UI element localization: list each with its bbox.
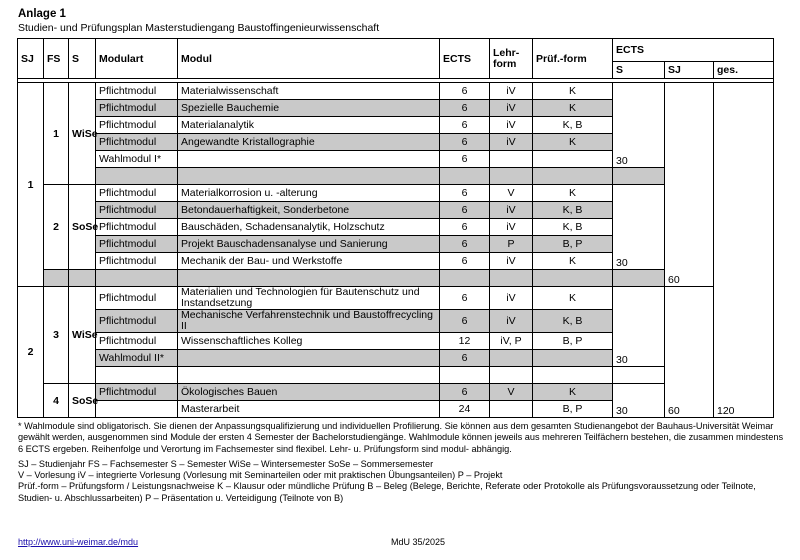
header-s: S [69, 39, 96, 79]
lehrform-cell: iV [490, 287, 533, 310]
header-sj: SJ [18, 39, 44, 79]
header-fs: FS [44, 39, 69, 79]
separator-row [18, 367, 774, 384]
pruefform-cell: B, P [533, 236, 613, 253]
modulart-cell: Wahlmodul I* [96, 151, 178, 168]
ects-sum-s2: 30 [613, 185, 665, 270]
modul-cell: Angewandte Kristallographie [178, 134, 440, 151]
empty-cell [533, 168, 613, 185]
lehrform-cell: iV [490, 310, 533, 333]
notes [18, 421, 784, 504]
page-subtitle: Studien- und Prüfungsplan Masterstudiengang Baustoffingenieurwissenschaft [18, 22, 380, 34]
modul-cell [178, 151, 440, 168]
modulart-cell: Pflichtmodul [96, 287, 178, 310]
lehrform-cell: iV [490, 219, 533, 236]
ects-cell: 6 [440, 253, 490, 270]
lehrform-cell [490, 401, 533, 418]
modulart-cell: Pflichtmodul [96, 219, 178, 236]
modulart-cell: Pflichtmodul [96, 310, 178, 333]
ects-sum-sj1: 60 [665, 83, 714, 287]
footer-link[interactable]: http://www.uni-weimar.de/mdu [18, 537, 139, 547]
pruefform-cell: K [533, 134, 613, 151]
legend-line-1: SJ – Studienjahr FS – Fachsemester S – Semester WiSe – Wintersemester SoSe – Sommersemester [18, 458, 434, 469]
modulart-cell: Pflichtmodul [96, 117, 178, 134]
ects-sum-s3: 30 [613, 287, 665, 367]
empty-cell [96, 367, 178, 384]
sj-cell: 1 [18, 83, 44, 287]
modul-cell: Materialanalytik [178, 117, 440, 134]
modul-cell: Wissenschaftliches Kolleg [178, 333, 440, 350]
pruefform-cell: K, B [533, 117, 613, 134]
table-row [18, 185, 774, 202]
header-modulart: Modulart [96, 39, 178, 79]
pruefform-cell: K, B [533, 310, 613, 333]
ects-sum-sj2: 60 [665, 287, 714, 418]
header-ects-sj: SJ [665, 62, 714, 79]
modulart-cell: Pflichtmodul [96, 83, 178, 100]
empty-cell [490, 367, 533, 384]
separator-row [18, 168, 774, 185]
ects-sum-s1: 30 [613, 83, 665, 168]
empty-cell [613, 168, 665, 185]
pruefform-cell: K [533, 185, 613, 202]
lehrform-cell: P [490, 236, 533, 253]
fs-cell: 3 [44, 287, 69, 384]
empty-cell [533, 270, 613, 287]
legend-line-3: Prüf.-form – Prüfungsform / Leistungsnachweise K – Klausur oder mündliche Prüfung B – Beleg (Belege, Berichte, Referate oder Protokolle als Prüfungsvoraussetzung oder Teilnote, Studien- u. Abschlussarbeiten) P – Präsentation u. Verteidigung (Teilnote von B) [18, 481, 756, 503]
modulart-cell: Pflichtmodul [96, 333, 178, 350]
header-ects: ECTS [440, 39, 490, 79]
pruefform-cell: K, B [533, 219, 613, 236]
empty-cell [613, 270, 665, 287]
footnote: * Wahlmodule sind obligatorisch. Sie dienen der Anpassungsqualifizierung und individuellen Profilierung. Sie können aus dem gesamten Studienangebot der Bauhaus-Universität Weimar gewählt werden, ausgenommen sind Module der ersten 4 Semester der Bachelorstudiengänge. Wahlmodule können jeweils aus mehreren Teilfächern bestehen, die zusammen mindestens 6 ECTS ergeben. Reihenfolge und Verortung im Fachsemester sind flexibel. Lehr- u. Prüfungsform sind modul- abhängig. [18, 421, 784, 454]
empty-cell [613, 367, 665, 384]
empty-cell [96, 270, 178, 287]
modulart-cell: Pflichtmodul [96, 236, 178, 253]
semester-cell: WiSe [69, 83, 96, 185]
fs-cell: 1 [44, 83, 69, 185]
modulart-cell: Pflichtmodul [96, 384, 178, 401]
separator-row [18, 270, 774, 287]
modulart-cell: Pflichtmodul [96, 253, 178, 270]
modul-cell: Masterarbeit [178, 401, 440, 418]
ects-cell: 6 [440, 350, 490, 367]
header-lehrform: Lehr-form [490, 39, 533, 79]
ects-cell: 6 [440, 83, 490, 100]
empty-cell [440, 367, 490, 384]
lehrform-cell: iV [490, 117, 533, 134]
header-ects-ges: ges. [714, 62, 774, 79]
header-ects-group: ECTS [613, 39, 774, 62]
modul-cell: Betondauerhaftigkeit, Sonderbetone [178, 202, 440, 219]
modul-cell: Ökologisches Bauen [178, 384, 440, 401]
pruefform-cell: K [533, 100, 613, 117]
ects-sum-ges: 120 [714, 83, 774, 418]
lehrform-cell: iV [490, 100, 533, 117]
study-plan-table [17, 38, 774, 418]
ects-cell: 6 [440, 384, 490, 401]
modul-cell: Spezielle Bauchemie [178, 100, 440, 117]
empty-cell [44, 270, 69, 287]
pruefform-cell: K [533, 83, 613, 100]
ects-cell: 6 [440, 134, 490, 151]
lehrform-cell: iV [490, 202, 533, 219]
table-row [18, 384, 774, 401]
semester-cell: WiSe [69, 287, 96, 384]
ects-cell: 12 [440, 333, 490, 350]
ects-cell: 24 [440, 401, 490, 418]
ects-sum-s4: 30 [613, 384, 665, 418]
header-row [18, 39, 774, 62]
modulart-cell: Wahlmodul II* [96, 350, 178, 367]
fs-cell: 2 [44, 185, 69, 270]
empty-cell [69, 270, 96, 287]
empty-cell [178, 367, 440, 384]
lehrform-cell: V [490, 384, 533, 401]
ects-cell: 6 [440, 117, 490, 134]
empty-cell [96, 168, 178, 185]
ects-cell: 6 [440, 236, 490, 253]
table-row [18, 287, 774, 310]
modulart-cell: Pflichtmodul [96, 185, 178, 202]
lehrform-cell [490, 350, 533, 367]
modul-cell [178, 350, 440, 367]
pruefform-cell: K [533, 384, 613, 401]
modulart-cell [96, 401, 178, 418]
header-modul: Modul [178, 39, 440, 79]
lehrform-cell: iV, P [490, 333, 533, 350]
empty-cell [178, 168, 440, 185]
ects-cell: 6 [440, 185, 490, 202]
legend-line-2: V – Vorlesung iV – integrierte Vorlesung (Vorlesung mit Seminarteilen oder mit praktischen Übungsanteilen) P – Projekt [18, 470, 503, 481]
lehrform-cell: iV [490, 134, 533, 151]
modul-cell: Mechanische Verfahrenstechnik und Baustoffrecycling II [178, 310, 440, 333]
pruefform-cell: K [533, 253, 613, 270]
ects-cell: 6 [440, 100, 490, 117]
header-pruefform: Prüf.-form [533, 39, 613, 79]
pruefform-cell: K, B [533, 202, 613, 219]
fs-cell: 4 [44, 384, 69, 418]
empty-cell [490, 168, 533, 185]
modul-cell: Materialwissenschaft [178, 83, 440, 100]
modulart-cell: Pflichtmodul [96, 134, 178, 151]
pruefform-cell [533, 350, 613, 367]
pruefform-cell: B, P [533, 333, 613, 350]
semester-cell: SoSe [69, 384, 96, 418]
ects-cell: 6 [440, 202, 490, 219]
modulart-cell: Pflichtmodul [96, 202, 178, 219]
empty-cell [440, 168, 490, 185]
header-ects-s: S [613, 62, 665, 79]
lehrform-cell: iV [490, 253, 533, 270]
empty-cell [178, 270, 440, 287]
pruefform-cell: B, P [533, 401, 613, 418]
ects-cell: 6 [440, 219, 490, 236]
lehrform-cell [490, 151, 533, 168]
page-title: Anlage 1 [18, 8, 66, 20]
table-row [18, 83, 774, 100]
empty-cell [440, 270, 490, 287]
pruefform-cell: K [533, 287, 613, 310]
lehrform-cell: iV [490, 83, 533, 100]
pruefform-cell [533, 151, 613, 168]
footer-issue: MdU 35/2025 [391, 537, 446, 547]
modulart-cell: Pflichtmodul [96, 100, 178, 117]
semester-cell: SoSe [69, 185, 96, 270]
modul-cell: Projekt Bauschadensanalyse und Sanierung [178, 236, 440, 253]
empty-cell [533, 367, 613, 384]
ects-cell: 6 [440, 151, 490, 168]
modul-cell: Bauschäden, Schadensanalytik, Holzschutz [178, 219, 440, 236]
modul-cell: Materialkorrosion u. -alterung [178, 185, 440, 202]
modul-cell: Mechanik der Bau- und Werkstoffe [178, 253, 440, 270]
sj-cell: 2 [18, 287, 44, 418]
ects-cell: 6 [440, 310, 490, 333]
modul-cell: Materialien und Technologien für Bautenschutz und Instandsetzung [178, 287, 440, 310]
lehrform-cell: V [490, 185, 533, 202]
empty-cell [490, 270, 533, 287]
ects-cell: 6 [440, 287, 490, 310]
